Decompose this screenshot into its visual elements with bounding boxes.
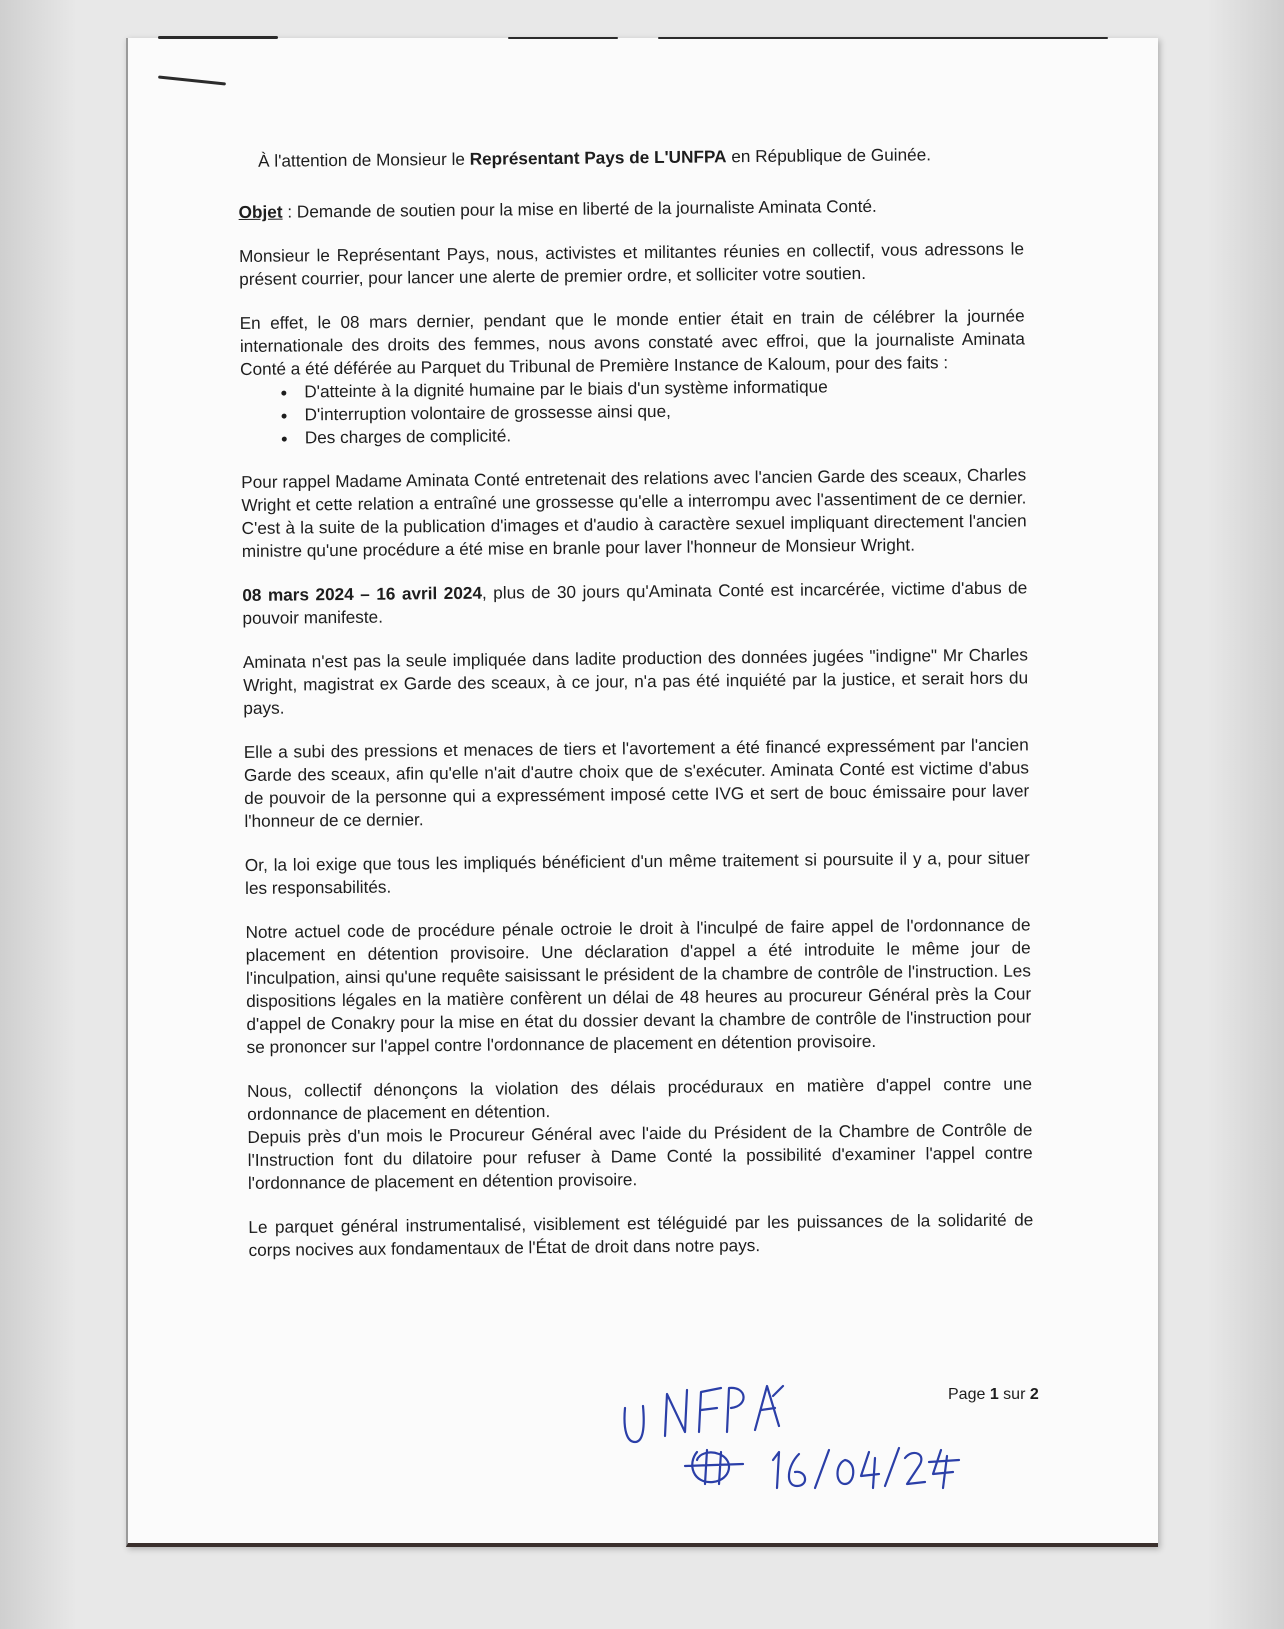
top-edge-shadow (658, 37, 1108, 39)
paragraph-loi: Or, la loi exige que tous les impliqués bénéficient d'un même traitement si poursuite il y a, pour situer les responsabilités. (244, 847, 1030, 898)
list-item: • Des charges de complicité. (299, 419, 1026, 449)
handwriting-stroke (905, 1453, 925, 1484)
handwriting-stroke (624, 1406, 643, 1442)
handwriting-stroke (861, 1452, 879, 1488)
addressee-recipient: Représentant Pays de L'UNFPA (469, 146, 727, 169)
staple-mark (158, 75, 226, 85)
list-item: • D'interruption volontaire de grossesse ainsi que, (298, 396, 1025, 426)
paragraph-parquet: Le parquet général instrumentalisé, visiblement est téléguidé par les puissances de la solidarité de corps nocives aux fondamentaux de l'État de droit dans notre pays. (248, 1209, 1034, 1260)
paragraph-rappel: Pour rappel Madame Aminata Conté entretenait des relations avec l'ancien Garde des sceaux, Charles Wright et cette relation a entraîné une grossesse qu'elle a interrompu avec l'assentiment de ce dernier. C'est à la suite de la publication d'images et d'audio à caractère sexuel impliquant directement l'ancien ministre qu'une procédure a été mise en branle pour laver l'honneur de Monsieur Wright. (241, 464, 1027, 561)
handwriting-stroke (789, 1454, 805, 1486)
subject-line (238, 193, 1023, 224)
subject-text: : Demande de soutien pour la mise en liberté de la journaliste Aminata Conté. (282, 195, 877, 222)
paragraph-intro: Monsieur le Représentant Pays, nous, activistes et militantes réunies en collectif, vous adressons le présent courrier, pour lancer une alerte de premier ordre, et solliciter votre soutien. (238, 238, 1025, 289)
letter-page (126, 38, 1158, 1547)
handwritten-receipt-stamp (623, 1380, 1003, 1495)
top-edge-shadow (508, 37, 618, 39)
paragraph-dates: 08 mars 2024 – 16 avril 2024, plus de 30 jours qu'Aminata Conté est incarcérée, victime d'abus de pouvoir manifeste. (242, 577, 1028, 628)
charges-list (240, 373, 1026, 450)
handwriting-stroke (727, 1388, 744, 1432)
page-number: Page 1 sur 2 (948, 1386, 1039, 1403)
handwriting-stroke (929, 1450, 959, 1488)
handwriting-stroke (815, 1450, 829, 1488)
handwriting-stroke (838, 1460, 854, 1484)
handwriting-stroke (885, 1448, 899, 1486)
paragraph-collectif: Nous, collectif dénonçons la violation des délais procéduraux en matière d'appel contre une ordonnance de placement en détention. (246, 1073, 1033, 1124)
addressee-line: À l'attention de Monsieur le Représentant Pays de L'UNFPA en République de Guinée. (258, 144, 932, 171)
paragraph-pressions: Elle a subi des pressions et menaces de tiers et l'avortement a été financé expressément par l'ancien Garde des sceaux, afin qu'elle n'ait d'autre choix que de s'exécuter. Aminata Conté est victime d'abus de pouvoir de la personne qui a expressément imposé cette IVG et sert de bouc émissaire pour laver l'honneur de ce dernier. (243, 734, 1030, 831)
letter-body (238, 142, 1034, 1282)
top-edge-shadow (158, 36, 278, 39)
detention-dates: 08 mars 2024 – 16 avril 2024 (242, 582, 483, 605)
paragraph-facts-intro: En effet, le 08 mars dernier, pendant que le monde entier était en train de célébrer la journée internationale des droits des femmes, nous avons constaté avec effroi, que la journaliste Aminata Conté a été déférée au Parquet du Tribunal de Première Instance de Kaloum, pour des faits : (239, 305, 1025, 379)
paragraph-aminata: Aminata n'est pas la seule impliquée dans ladite production des données jugées "indigne" Mr Charles Wright, magistrat ex Garde des sceaux, à ce jour, n'a pas été inquiété par la justice, et serait hors du pays. (242, 644, 1029, 718)
list-item: • D'atteinte à la dignité humaine par le biais d'un système informatique (298, 373, 1025, 403)
paragraph-code: Notre actuel code de procédure pénale octroie le droit à l'inculpé de faire appel de l'ordonnance de placement en détention provisoire. Une déclaration d'appel a été introduite le même jour de l'inculpation, ainsi qu'une requête saisissant le président de la chambre de contrôle de l'instruction. Les dispositions légales en la matière confèrent un délai de 48 heures au procureur Général près la Cour d'appel de Conakry pour la mise en état du dossier devant la chambre de contrôle de l'instruction pour se prononcer sur l'appel contre l'ordonnance de placement en détention provisoire. (245, 914, 1032, 1057)
handwriting-stroke (665, 1390, 687, 1436)
paragraph-depuis: Depuis près d'un mois le Procureur Général avec l'aide du Président de la Chambre de Contrôle de l'Instruction font du dilatoire pour refuser à Dame Conté la possibilité d'examiner l'appel contre l'ordonnance de placement en détention provisoire. (247, 1119, 1033, 1193)
handwriting-stroke (699, 1388, 721, 1432)
handwriting-stroke (755, 1386, 783, 1430)
handwriting-stroke (685, 1450, 743, 1484)
subject-label: Objet (238, 201, 283, 222)
handwriting-stroke (773, 1452, 779, 1488)
